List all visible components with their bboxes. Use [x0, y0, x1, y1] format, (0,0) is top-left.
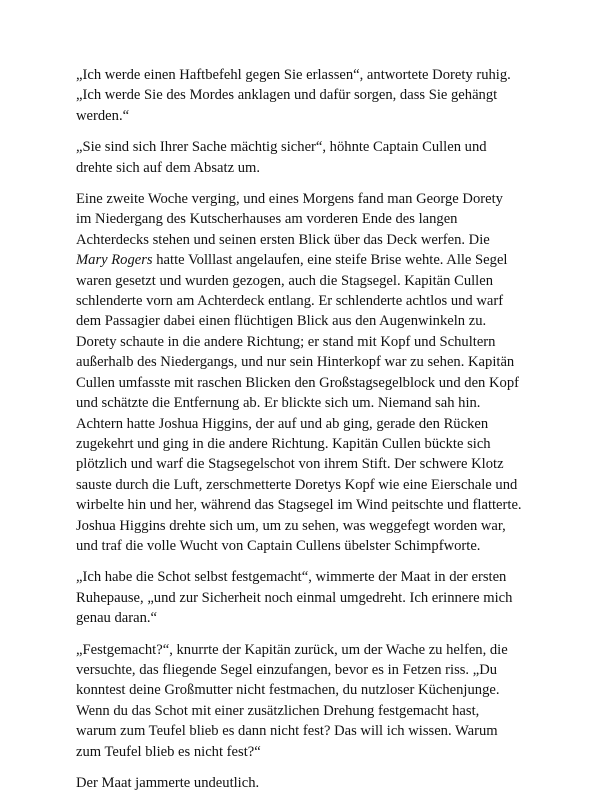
- text-line: Mary Rogers hatte Volllast angelaufen, eine steife Brise wehte. Alle Segel: [76, 252, 508, 269]
- text-line: zum Teufel blieb es nicht fest?“: [76, 743, 261, 760]
- text-line: warum zum Teufel blieb es dann nicht fest? Das will ich wissen. Warum: [76, 723, 498, 740]
- text-line: im Niedergang des Kutscherhauses am vorderen Ende des langen: [76, 211, 458, 228]
- text-line: dem Passagier dabei einen flüchtigen Blick aus den Augenwinkeln zu.: [76, 313, 487, 330]
- text-line: werden.“: [76, 107, 130, 124]
- text-line: „Ich werde Sie des Mordes anklagen und dafür sorgen, dass Sie gehängt: [76, 87, 498, 104]
- text-line: Ruhepause, „und zur Sicherheit noch einmal umgedreht. Ich erinnere mich: [76, 589, 513, 606]
- text-line: Achterdecks stehen und seinen ersten Blick über das Deck werfen. Die: [76, 231, 490, 248]
- text-line: wirbelte hin und her, während das Stagsegel im Wind peitschte und flatterte.: [76, 497, 522, 514]
- text-line: schlenderte vorn am Achterdeck entlang. Er schlenderte achtlos und warf: [76, 293, 504, 310]
- paragraph: [76, 137, 532, 178]
- paragraph: [76, 640, 532, 762]
- document-body: [76, 65, 532, 804]
- text-line: „Festgemacht?“, knurrte der Kapitän zurück, um der Wache zu helfen, die: [76, 641, 508, 658]
- ship-name: Mary Rogers: [76, 252, 153, 269]
- paragraph: [76, 65, 532, 126]
- text-line: und schätzte die Entfernung ab. Er blickte sich um. Niemand sah hin.: [76, 395, 481, 412]
- paragraph: [76, 189, 532, 556]
- text-line: genau daran.“: [76, 610, 158, 627]
- text-line: zugekehrt und ging in die andere Richtung. Kapitän Cullen bückte sich: [76, 435, 491, 452]
- text-line: drehte sich auf dem Absatz um.: [76, 159, 260, 176]
- text-line: „Ich werde einen Haftbefehl gegen Sie erlassen“, antwortete Dorety ruhig.: [76, 67, 511, 83]
- text-line: versuchte, das fliegende Segel einzufangen, bevor es in Fetzen riss. „Du: [76, 661, 498, 678]
- text-line: Cullen umfasste mit raschen Blicken den Großstagsegelblock und den Kopf: [76, 374, 519, 391]
- text-line: außerhalb des Niedergangs, und nur sein Hinterkopf war zu sehen. Kapitän: [76, 354, 515, 371]
- paragraph: [76, 567, 532, 628]
- text-line: Eine zweite Woche verging, und eines Morgens fand man George Dorety: [76, 191, 503, 208]
- text-line: Dorety schaute in die andere Richtung; er stand mit Kopf und Schultern: [76, 333, 496, 350]
- text-line: Wenn du das Schot mit einer zusätzlichen Drehung festgemacht hast,: [76, 702, 480, 719]
- text-line: waren gesetzt und wurden gezogen, auch die Stagsegel. Kapitän Cullen: [76, 272, 493, 289]
- paragraph: [76, 773, 532, 793]
- text-line: Joshua Higgins drehte sich um, um zu sehen, was weggefegt worden war,: [76, 517, 506, 534]
- text-line: „Sie sind sich Ihrer Sache mächtig sicher“, höhnte Captain Cullen und: [76, 139, 487, 156]
- text-line: „Ich habe die Schot selbst festgemacht“, wimmerte der Maat in der ersten: [76, 569, 507, 586]
- text-line: plötzlich und warf die Stagsegelschot von ihrem Stift. Der schwere Klotz: [76, 456, 504, 473]
- text-line: sauste durch die Luft, zerschmetterte Doretys Kopf wie eine Eierschale und: [76, 476, 518, 493]
- text-line: konntest deine Großmutter nicht festmachen, du nutzloser Küchenjunge.: [76, 682, 500, 699]
- text-line: Achtern hatte Joshua Higgins, der auf und ab ging, gerade den Rücken: [76, 415, 489, 432]
- text-line: Der Maat jammerte undeutlich.: [76, 775, 260, 791]
- text-line: und traf die volle Wucht von Captain Cullens übelster Schimpfworte.: [76, 537, 481, 554]
